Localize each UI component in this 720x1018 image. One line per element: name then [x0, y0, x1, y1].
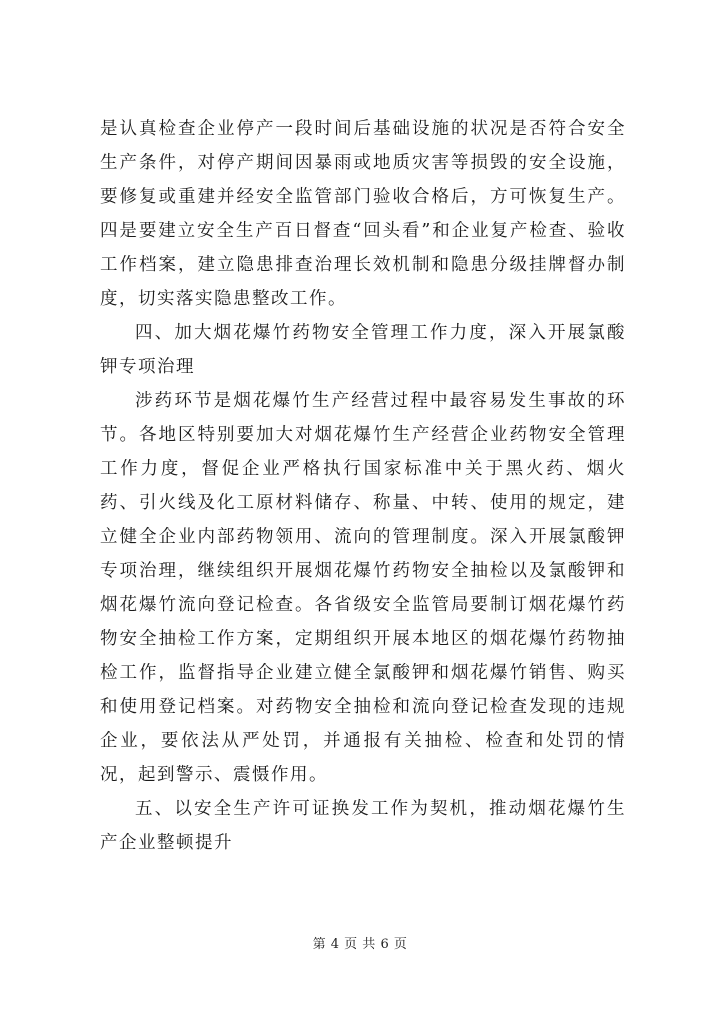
page-number-footer: 第 4 页 共 6 页: [312, 937, 408, 952]
section-heading-5: 五、以安全生产许可证换发工作为契机，推动烟花爆竹生产企业整顿提升: [100, 799, 626, 853]
document-body: [100, 112, 626, 860]
paragraph-continuation: 是认真检查企业停产一段时间后基础设施的状况是否符合安全生产条件，对停产期间因暴雨或地质灾害等损毁的安全设施，要修复或重建并经安全监管部门验收合格后，方可恢复生产。四是要建立安全生产百日督查“回头看”和企业复产检查、验收工作档案，建立隐患排查治理长效机制和隐患分级挂牌督办制度，切实落实隐患整改工作。: [100, 119, 626, 309]
section-heading-4: 四、加大烟花爆竹药物安全管理工作力度，深入开展氯酸钾专项治理: [100, 323, 626, 377]
paragraph-section-4: 涉药环节是烟花爆竹生产经营过程中最容易发生事故的环节。各地区特别要加大对烟花爆竹生产经营企业药物安全管理工作力度，督促企业严格执行国家标准中关于黑火药、烟火药、引火线及化工原材料储存、称量、中转、使用的规定，建立健全企业内部药物领用、流向的管理制度。深入开展氯酸钾专项治理，继续组织开展烟花爆竹药物安全抽检以及氯酸钾和烟花爆竹流向登记检查。各省级安全监管局要制订烟花爆竹药物安全抽检工作方案，定期组织开展本地区的烟花爆竹药物抽检工作，监督指导企业建立健全氯酸钾和烟花爆竹销售、购买和使用登记档案。对药物安全抽检和流向登记检查发现的违规企业，要依法从严处罚，并通报有关抽检、检查和处罚的情况，起到警示、震慑作用。: [100, 391, 626, 785]
